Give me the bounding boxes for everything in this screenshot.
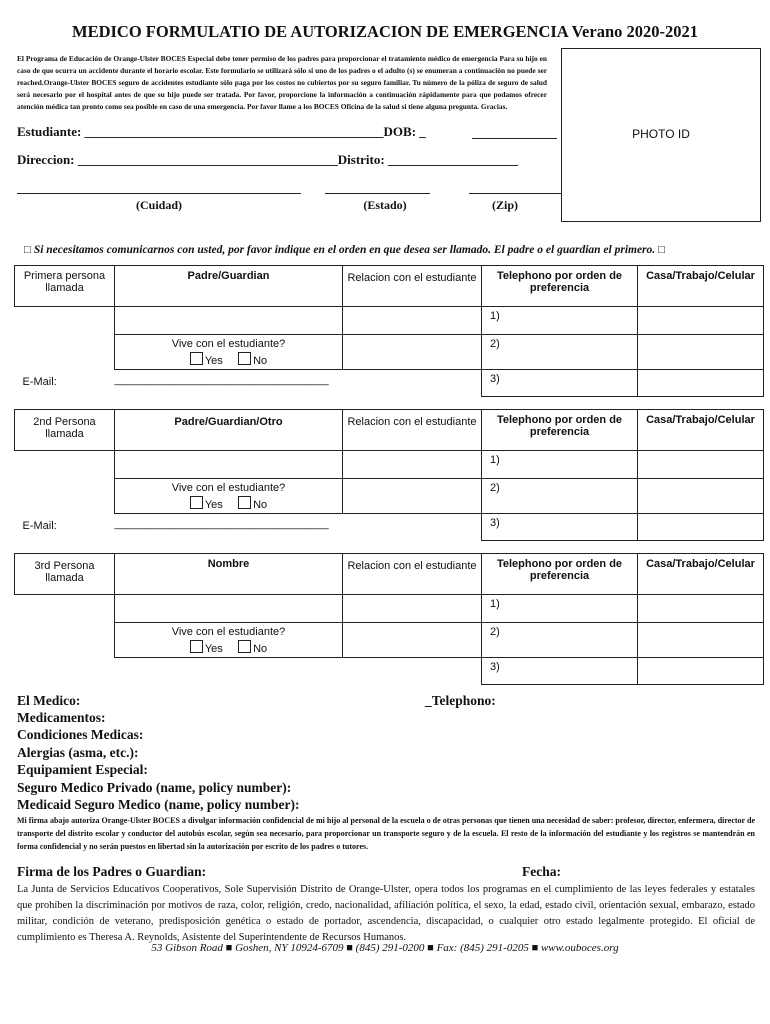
private-insurance-field[interactable]: Seguro Medico Privado (name, policy number): <box>17 780 292 795</box>
relation-header[interactable]: Relacion con el estudiante <box>343 410 482 451</box>
yes-label: Yes <box>204 355 223 367</box>
phone-type-header: Casa/Trabajo/Celular <box>638 554 764 595</box>
phone-1-type-field[interactable] <box>638 595 764 623</box>
relation-field-2[interactable] <box>343 335 482 370</box>
no-checkbox[interactable] <box>238 496 251 509</box>
no-checkbox[interactable] <box>238 352 251 365</box>
doctor-phone-field[interactable]: _Telephono: <box>425 693 496 708</box>
conditions-field[interactable]: Condiciones Medicas: <box>17 727 144 742</box>
contact-name-header[interactable]: Nombre <box>115 554 343 595</box>
phone-2-type-field[interactable] <box>638 479 764 514</box>
parent-signature-field[interactable]: Firma de los Padres o Guardian: <box>17 864 207 879</box>
phone-2-field[interactable]: 2) <box>482 623 638 658</box>
phone-2-field[interactable]: 2) <box>482 335 638 370</box>
yes-label: Yes <box>204 499 223 511</box>
email-label: E-Mail: <box>22 375 57 388</box>
phone-2-field[interactable]: 2) <box>482 479 638 514</box>
contact-table-2 <box>14 409 764 541</box>
no-label: No <box>253 643 268 655</box>
phone-1-type-field[interactable] <box>638 307 764 335</box>
phone-1-type-field[interactable] <box>638 451 764 479</box>
phone-2-type-field[interactable] <box>638 335 764 370</box>
no-label: No <box>253 355 268 367</box>
city-label: (Cuidad) <box>135 198 182 212</box>
relation-field-2[interactable] <box>343 479 482 514</box>
phone-3-field[interactable]: 3) <box>482 658 638 685</box>
relation-field[interactable] <box>343 595 482 623</box>
contact-name-header[interactable]: Padre/Guardian <box>115 266 343 307</box>
phone-3-type-field[interactable] <box>638 658 764 685</box>
form-title: MEDICO FORMULATIO DE AUTORIZACION DE EMERGENCIA Verano 2020-2021 <box>72 22 698 41</box>
phone-3-type-field[interactable] <box>638 514 764 541</box>
allergies-field[interactable]: Alergias (asma, etc.): <box>17 745 139 760</box>
lives-with-label: Vive con el estudiante? <box>171 482 286 494</box>
zip-label: (Zip) <box>491 198 518 212</box>
city-line[interactable] <box>17 193 301 194</box>
relation-field[interactable] <box>343 451 482 479</box>
lives-with-label: Vive con el estudiante? <box>171 338 286 350</box>
footer-contact: 53 Gibson Road ■ Goshen, NY 10924-6709 ■ (845) 291-0200 ■ Fax: (845) 291-0205 ■ www.ouboces.org <box>151 942 619 954</box>
doctor-field[interactable]: El Medico: <box>17 693 81 708</box>
phone-order-header: Telephono por orden de preferencia <box>482 554 638 595</box>
relation-field[interactable] <box>343 307 482 335</box>
state-line[interactable] <box>325 193 430 194</box>
medicaid-field[interactable]: Medicaid Seguro Medico (name, policy number): <box>17 797 300 812</box>
name-field[interactable] <box>115 307 343 335</box>
relation-header[interactable]: Relacion con el estudiante <box>343 554 482 595</box>
contact-order-label: 2nd Persona llamada <box>15 410 115 451</box>
email-label: E-Mail: <box>22 519 57 532</box>
no-label: No <box>253 499 268 511</box>
phone-1-field[interactable]: 1) <box>482 595 638 623</box>
lives-with-question <box>115 623 343 658</box>
phone-type-header: Casa/Trabajo/Celular <box>638 266 764 307</box>
relation-field-2[interactable] <box>343 623 482 658</box>
contact-order-label: 3rd Persona llamada <box>15 554 115 595</box>
yes-checkbox[interactable] <box>190 496 203 509</box>
email-field[interactable]: ___________________________________ <box>114 374 329 386</box>
name-field[interactable] <box>115 595 343 623</box>
contact-name-header[interactable]: Padre/Guardian/Otro <box>115 410 343 451</box>
contact-order-notice: □ Si necesitamos comunicarnos con usted, por favor indique en el orden en que desea ser llamado. El padre o el guardian el primero. □ <box>24 244 665 256</box>
intro-paragraph: El Programa de Educación de Orange-Ulster BOCES Especial debe tener permiso de los padres para proporcionar el tratamiento médico de emergencia Para su hijo en caso de que ocurra un accidente durante el horario escolar. Este formulario se utilizará sólo si uno de los padres o el adulto (s) se enumeran a continuación no puede ser reached.Orange-Ulster BOCES seguro de accidentes estudiante sólo paga por los costos no cubiertos por su seguro familiar. Tu número de la póliza de seguro de salud será necesario por el hospital antes de que su hijo puede ser tratada. Por favor, proporcione la información a continuación rápidamente para que podamos ofrecer atención médica tan pronto como sea posible en caso de una emergencia. Por favor llame a los BOCES Oficina de la salud si tiene alguna pregunta. Gracias. <box>17 54 547 112</box>
contact-order-label: Primera persona llamada <box>15 266 115 307</box>
name-field[interactable] <box>115 451 343 479</box>
lives-with-label: Vive con el estudiante? <box>171 626 286 638</box>
zip-line[interactable] <box>469 193 561 194</box>
date-field[interactable]: Fecha: <box>522 864 561 879</box>
contact-table-3 <box>14 553 764 685</box>
contact-table-1 <box>14 265 764 397</box>
phone-3-type-field[interactable] <box>638 370 764 397</box>
yes-checkbox[interactable] <box>190 352 203 365</box>
medications-field[interactable]: Medicamentos: <box>17 710 106 725</box>
phone-order-header: Telephono por orden de preferencia <box>482 410 638 451</box>
phone-1-field[interactable]: 1) <box>482 307 638 335</box>
phone-3-field[interactable]: 3) <box>482 514 638 541</box>
photo-id-label: PHOTO ID <box>632 127 690 141</box>
dob-line[interactable] <box>472 138 557 139</box>
nondiscrimination-paragraph: La Junta de Servicios Educativos Cooperativos, Sole Supervisión Distrito de Orange-Ulster, opera todos los programas en el cumplimiento de las leyes federales y estatales que prohíben la discriminación por motivos de raza, color, religión, credo, nacionalidad, afiliación política, el sexo, la edad, estado civil, orientación sexual, embarazo, estado militar, condición de veterano, predisposición genética o estado de portador, ascendencia, discapacidad, o cualquier otro estado legalmente protegido. El oficial de cumplimiento es Theresa A. Reynolds, Asistente del Superintendente de Recursos Humanos. <box>17 884 755 943</box>
relation-header[interactable]: Relacion con el estudiante <box>343 266 482 307</box>
phone-order-header: Telephono por orden de preferencia <box>482 266 638 307</box>
consent-paragraph: Mi firma abajo autoriza Orange-Ulster BOCES a divulgar información confidencial de mi hijo al personal de la escuela o de otras personas que tienen una necesidad de saber: profesor, director, enfermera, director de transporte del distrito escolar y conductor del autobús escolar, según sea necesario, para proporcionar un transporte seguro y de la escuela. El resto de la información del estudiante y los registros se mantendrán en forma confidencial y no serán puestos en libertad sin la autorización por escrito de los padres o tutores. <box>17 816 755 851</box>
yes-label: Yes <box>204 643 223 655</box>
email-field[interactable]: ___________________________________ <box>114 518 329 530</box>
photo-id-box[interactable] <box>561 48 761 222</box>
special-equipment-field[interactable]: Equipamient Especial: <box>17 762 148 777</box>
yes-checkbox[interactable] <box>190 640 203 653</box>
lives-with-question <box>115 335 343 370</box>
phone-type-header: Casa/Trabajo/Celular <box>638 410 764 451</box>
student-name-field[interactable]: Estudiante: ______________________________________________DOB: _ <box>17 124 426 139</box>
phone-3-field[interactable]: 3) <box>482 370 638 397</box>
state-label: (Estado) <box>363 198 407 212</box>
phone-2-type-field[interactable] <box>638 623 764 658</box>
lives-with-question <box>115 479 343 514</box>
no-checkbox[interactable] <box>238 640 251 653</box>
phone-1-field[interactable]: 1) <box>482 451 638 479</box>
address-field[interactable]: Direccion: ________________________________________Distrito: ____________________ <box>17 152 518 167</box>
